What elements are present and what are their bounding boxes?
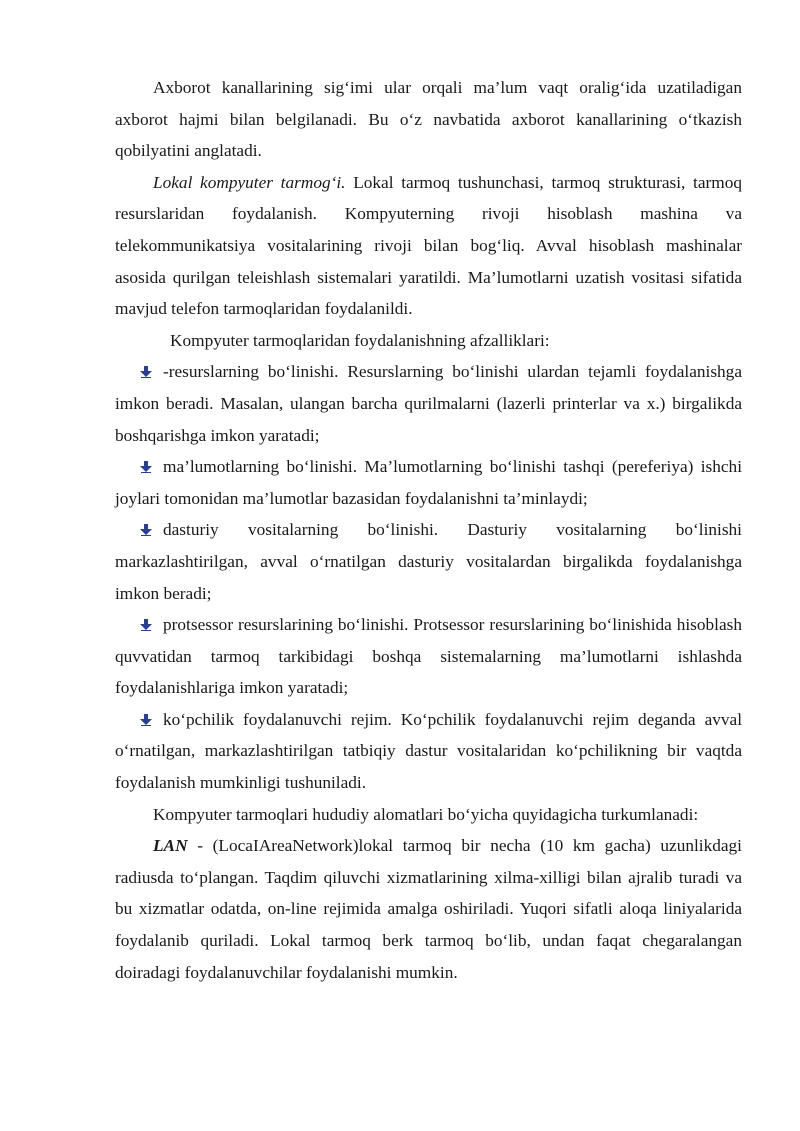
section-heading-local-network: Lokal kompyuter tarmog‘i.	[153, 172, 346, 192]
arrow-down-bullet-icon	[139, 619, 153, 631]
paragraph-lan	[115, 830, 742, 988]
term-lan: LAN	[153, 836, 188, 856]
document-page	[115, 72, 742, 988]
list-item-text: -resurslarning bo‘linishi. Resurslarning bo‘linishi ulardan tejamli foydalanishga imkon beradi. Masalan, ulangan barcha qurilmalarni (lazerli printerlar va x.) birgalikda boshqarishga imkon yaratadi;	[115, 362, 742, 445]
arrow-down-bullet-icon	[139, 524, 153, 536]
list-item-text: dasturiy vositalarning bo‘linishi. Dasturiy vositalarning bo‘linishi markazlashtirilgan, avval o‘rnatilgan dasturiy vositalardan birgalikda foydalanishga imkon beradi;	[115, 520, 742, 603]
paragraph-lan-text: (LocaIAreaNetwork)lokal tarmoq bir necha (10 km gacha) uzunlikdagi radiusda to‘plangan. Taqdim qiluvchi xizmatlarining xilma-xilligi bilan ajralib turadi va bu xizmatlar odatda, on-line rejimida amalga oshiriladi. Yuqori sifatli aloqa liniyalarida foydalanib quriladi. Lokal tarmoq berk tarmoq bo‘lib, undan faqat chegaralangan doiradagi foydalanuvchilar foydalanishi mumkin.	[115, 836, 742, 982]
arrow-down-bullet-icon	[139, 366, 153, 378]
list-item	[115, 514, 742, 609]
paragraph-channel-capacity: Axborot kanallarining sig‘imi ular orqali ma’lum vaqt oralig‘ida uzatiladigan axborot hajmi bilan belgilanadi. Bu o‘z navbatida axborot kanallarining o‘tkazish qobilyatini anglatadi.	[115, 78, 742, 161]
list-item	[115, 356, 742, 451]
term-separator: -	[187, 836, 213, 856]
arrow-down-bullet-icon	[139, 714, 153, 726]
arrow-down-bullet-icon	[139, 461, 153, 473]
paragraph-network-classification: Kompyuter tarmoqlari hududiy alomatlari bo‘yicha quyidagicha turkumlanadi:	[153, 804, 699, 824]
list-item	[115, 609, 742, 704]
list-item-text: ko‘pchilik foydalanuvchi rejim. Ko‘pchilik foydalanuvchi rejim deganda avval o‘rnatilgan, markazlashtirilgan tatbiqiy dastur vositalaridan ko‘pchilikning bir vaqtda foydalanish mumkinligi tushuniladi.	[115, 709, 742, 793]
paragraph-advantages-intro: Kompyuter tarmoqlaridan foydalanishning afzalliklari:	[170, 330, 550, 350]
paragraph-local-network	[115, 167, 742, 325]
paragraph-local-network-text: Lokal tarmoq tushunchasi, tarmoq strukturasi, tarmoq resurslaridan foydalanish. Kompyuterning rivoji hisoblash mashina va telekommunikatsiya vositalarining rivoji bilan bog‘liq. Avval hisoblash mashinalar asosida qurilgan teleishlash sistemalari yaratildi. Ma’lumotlarni uzatish vositasi sifatida mavjud telefon tarmoqlaridan foydalanildi.	[115, 172, 742, 319]
list-item-text: ma’lumotlarning bo‘linishi. Ma’lumotlarning bo‘linishi tashqi (pereferiya) ishchi joylari tomonidan ma’lumotlar bazasidan foydalanishni ta’minlaydi;	[115, 457, 742, 508]
list-item	[115, 451, 742, 514]
list-item-text: protsessor resurslarining bo‘linishi. Protsessor resurslarining bo‘linishida hisoblash quvvatidan tarmoq tarkibidagi boshqa sistemalarning ma’lumotlarni ishlashda foydalanishlariga imkon yaratadi;	[115, 615, 742, 698]
list-item	[115, 704, 742, 799]
